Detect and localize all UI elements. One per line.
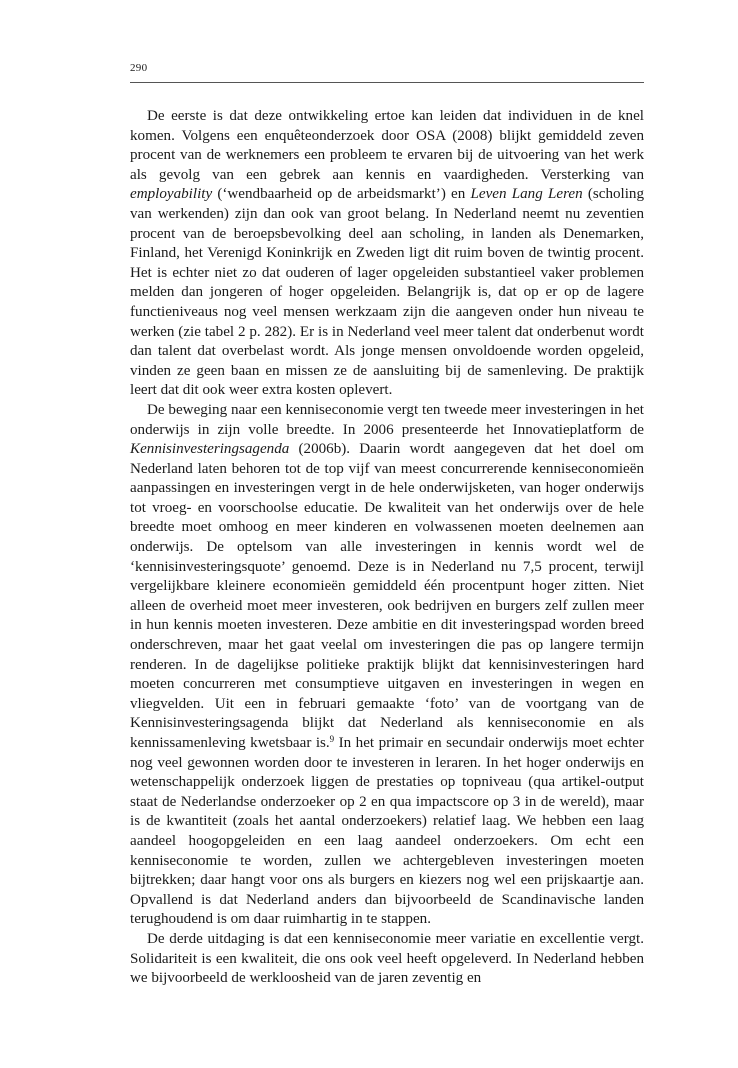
paragraph-text: (scholing van werkenden) zijn dan ook van groot belang. In Nederland neemt nu zeventien procent van de beroepsbevolking deel aan scholing, in landen als Denemarken, Finland, het Verenigd Koninkrijk en Zweden ligt dit ruim boven de twintig procent. Het is echter niet zo dat ouderen of lager opgeleiden substantieel vaker problemen melden dan jongeren of hoger opgeleiden. Belangrijk is, dat op er op de lagere functieniveaus nog veel mensen werkzaam zijn die aangeven onder hun niveau te werken (zie tabel 2 p. 282). Er is in Nederland veel meer talent dat onderbenut wordt dan talent dat overbelast wordt. Als jonge mensen onvoldoende worden opgeleid, vinden ze geen baan en missen ze de aansluiting bij de samenleving. De praktijk leert dat dit ook weer extra kosten oplevert.: [130, 186, 645, 399]
term-leven-lang-leren: Leven Lang Leren: [470, 186, 583, 203]
paragraph-text: De beweging naar een kenniseconomie vergt ten tweede meer investeringen in het onderwijs in zijn volle breedte. In 2006 presenteerde het Innovatieplatform de: [130, 401, 644, 438]
paragraph-3: [130, 930, 644, 989]
term-employability: employability: [130, 186, 213, 203]
term-kennisinvesteringsagenda: Kennisinvesteringsagenda: [130, 441, 290, 458]
paragraph-1: [130, 107, 644, 401]
page-number: 290: [130, 62, 148, 74]
paragraph-text: De eerste is dat deze ontwikkeling ertoe kan leiden dat individuen in de knel komen. Volgens een enquêteonderzoek door OSA (2008) blijkt gemiddeld zeven procent van de werknemers een probleem te ervaren bij de uitvoering van het werk als gevolg van een gebrek aan kennis en vaardigheden. Versterking van: [130, 108, 644, 183]
page-header: [130, 58, 644, 83]
paragraph-text: (2006b). Daarin wordt aangegeven dat het doel om Nederland laten behoren tot de top vijf van meest concurrerende kenniseconomieën aanpassingen en investeringen vergt in de hele onderwijsketen, van hoger onderwijs tot vroeg- en voorschoolse educatie. De kwaliteit van het onderwijs over de hele breedte moet omhoog en meer kinderen en volwassenen moeten deelnemen aan onderwijs. De optelsom van alle investeringen in kennis wordt wel de ‘kennisinvesteringsquote’ genoemd. Deze is in Nederland nu 7,5 procent, terwijl vergelijkbare kleinere economieën gemiddeld één procentpunt hoger zitten. Niet alleen de overheid moet meer investeren, ook bedrijven en burgers zelf zullen meer in hun kennis moeten investeren. Deze ambitie en dit investeringspad worden breed onderschreven, maar het gaat veelal om investeringen die pas op langere termijn renderen. In de dagelijkse politieke praktijk blijkt dat kennisinvesteringen hard moeten concurreren met consumptieve uitgaven en investeringen in wegen en vliegvelden. Uit een in februari gemaakte ‘foto’ van de voortgang van de Kennisinvesteringsagenda blijkt dat Nederland als kenniseconomie en als kennissamenleving kwetsbaar is.: [130, 441, 644, 751]
paragraph-text: (‘wendbaarheid op de arbeidsmarkt’) en: [212, 186, 471, 203]
paragraph-2: [130, 401, 644, 930]
body-text: [130, 107, 644, 989]
paragraph-text: In het primair en secundair onderwijs moet echter nog veel gewonnen worden door te investeren in leraren. In het hoger onderwijs en wetenschappelijk onderzoek liggen de prestaties op topniveau (qua artikel-output staat de Nederlandse onderzoeker op 2 en qua impactscore op 3 in de wereld), maar is de kwantiteit (zoals het aantal onderzoekers) relatief laag. We hebben een laag aandeel hoogopgeleiden en een laag aandeel onderzoekers. Om echt een kenniseconomie te worden, zullen we achtergebleven investeringen moeten bijtrekken; daar hangt voor ons als burgers en kiezers nog wel een prijskaartje aan. Opvallend is dat Nederland anders dan bijvoorbeeld de Scandinavische landen terughoudend is om daar ruimhartig in te stappen.: [130, 735, 644, 928]
footnote-reference[interactable]: 9: [329, 734, 335, 744]
paragraph-text: De derde uitdaging is dat een kenniseconomie meer variatie en excellentie vergt. Solidariteit is een kwaliteit, die ons ook veel heeft opgeleverd. In Nederland hebben we bijvoorbeeld de werkloosheid van de jaren zeventig en: [130, 930, 644, 987]
